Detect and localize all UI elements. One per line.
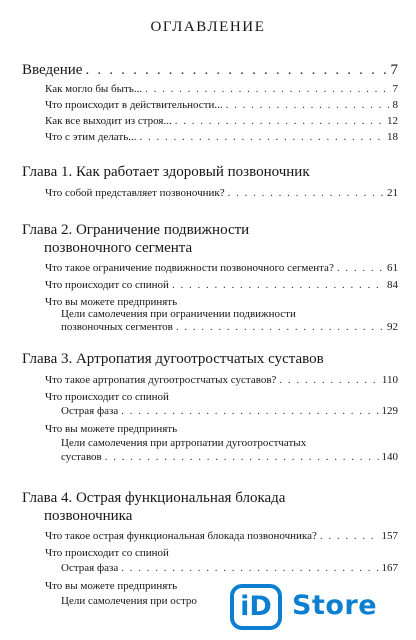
subentry-label: Как могло бы быть... — [45, 83, 143, 95]
page-number: 167 — [381, 562, 398, 574]
page-number: 12 — [387, 115, 398, 127]
dot-leader — [145, 83, 389, 95]
dot-leader — [228, 187, 384, 199]
chapter-title: Глава 2. Ограничение подвижности — [22, 222, 250, 238]
subentry-label: Что вы можете предпринять — [45, 296, 178, 308]
toc-subentry — [45, 530, 398, 542]
subentry-label: Что такое ограничение подвижности позвоночного сегмента? — [45, 262, 334, 274]
page-number: 92 — [387, 321, 398, 333]
page-number: 140 — [381, 451, 398, 463]
subentry-label: Что происходит в действительности... — [45, 99, 223, 111]
idstore-watermark-logo — [226, 583, 414, 635]
subentry-label: позвоночных сегментов — [61, 321, 173, 333]
subentry-label: Что происходит со спиной — [45, 391, 169, 403]
subentry-label: Цели самолечения при остро — [61, 595, 197, 607]
subentry-label: Что вы можете предпринять — [45, 580, 178, 592]
subentry-label: Острая фаза — [61, 562, 119, 574]
page-number: 8 — [392, 99, 398, 111]
idstore-logo-wordmark: Store — [292, 590, 378, 621]
toc-subentry — [45, 99, 398, 111]
page-number: 129 — [381, 405, 398, 417]
subentry-label: Как все выходит из строя... — [45, 115, 172, 127]
page-number: 18 — [387, 131, 398, 143]
dot-leader — [139, 131, 384, 143]
dot-leader — [121, 562, 378, 574]
toc-subentry — [61, 451, 398, 463]
toc-subentry — [45, 374, 398, 386]
page-number: 7 — [390, 62, 398, 78]
toc-subentry — [45, 115, 398, 127]
subentry-label: Цели самолечения при артропатии дугоотростчатых — [61, 437, 307, 449]
subentry-label: Что собой представляет позвоночник? — [45, 187, 225, 199]
subentry-label: Что такое острая функциональная блокада позвоночника? — [45, 530, 317, 542]
toc-subentry — [45, 187, 398, 199]
dot-leader — [279, 374, 378, 386]
toc-subentry — [45, 279, 398, 291]
toc-subentry — [61, 562, 398, 574]
subentry-label: Цели самолечения при ограничении подвижности — [61, 308, 296, 320]
chapter-title-continued: позвоночного сегмента — [44, 240, 193, 256]
page-number: 157 — [381, 530, 398, 542]
page-number: 7 — [392, 83, 398, 95]
idstore-logo-icon: iD — [230, 584, 282, 630]
toc-subentry — [45, 83, 398, 95]
dot-leader — [176, 321, 384, 333]
toc-heading: ОГЛАВЛЕНИЕ — [150, 19, 266, 35]
dot-leader — [105, 451, 379, 463]
toc-subentry — [61, 321, 398, 333]
dot-leader — [121, 405, 378, 417]
page-number: 110 — [381, 374, 398, 386]
dot-leader — [175, 115, 384, 127]
subentry-label: Что такое артропатия дугоотростчатых суставов? — [45, 374, 277, 386]
subentry-label: суставов — [61, 451, 102, 463]
subentry-label: Что с этим делать... — [45, 131, 137, 143]
dot-leader — [337, 262, 384, 274]
page-number: 84 — [387, 279, 398, 291]
toc-subentry — [61, 405, 398, 417]
page-number: 61 — [387, 262, 398, 274]
dot-leader — [320, 530, 379, 542]
page-number: 21 — [387, 187, 398, 199]
chapter-title: Глава 3. Артропатия дугоотростчатых суставов — [22, 351, 324, 367]
dot-leader — [172, 279, 384, 291]
subentry-label: Что происходит со спиной — [45, 279, 169, 291]
chapter-title: Введение — [22, 62, 83, 78]
dot-leader — [85, 62, 387, 79]
chapter-title: Глава 4. Острая функциональная блокада — [22, 490, 286, 506]
dot-leader — [226, 99, 390, 111]
toc-subentry — [45, 131, 398, 143]
chapter-title-continued: позвоночника — [44, 508, 133, 524]
toc-entry-intro — [22, 62, 398, 79]
subentry-label: Что происходит со спиной — [45, 547, 169, 559]
subentry-label: Острая фаза — [61, 405, 119, 417]
subentry-label: Что вы можете предпринять — [45, 423, 178, 435]
toc-subentry — [45, 262, 398, 274]
chapter-title: Глава 1. Как работает здоровый позвоночник — [22, 164, 310, 180]
